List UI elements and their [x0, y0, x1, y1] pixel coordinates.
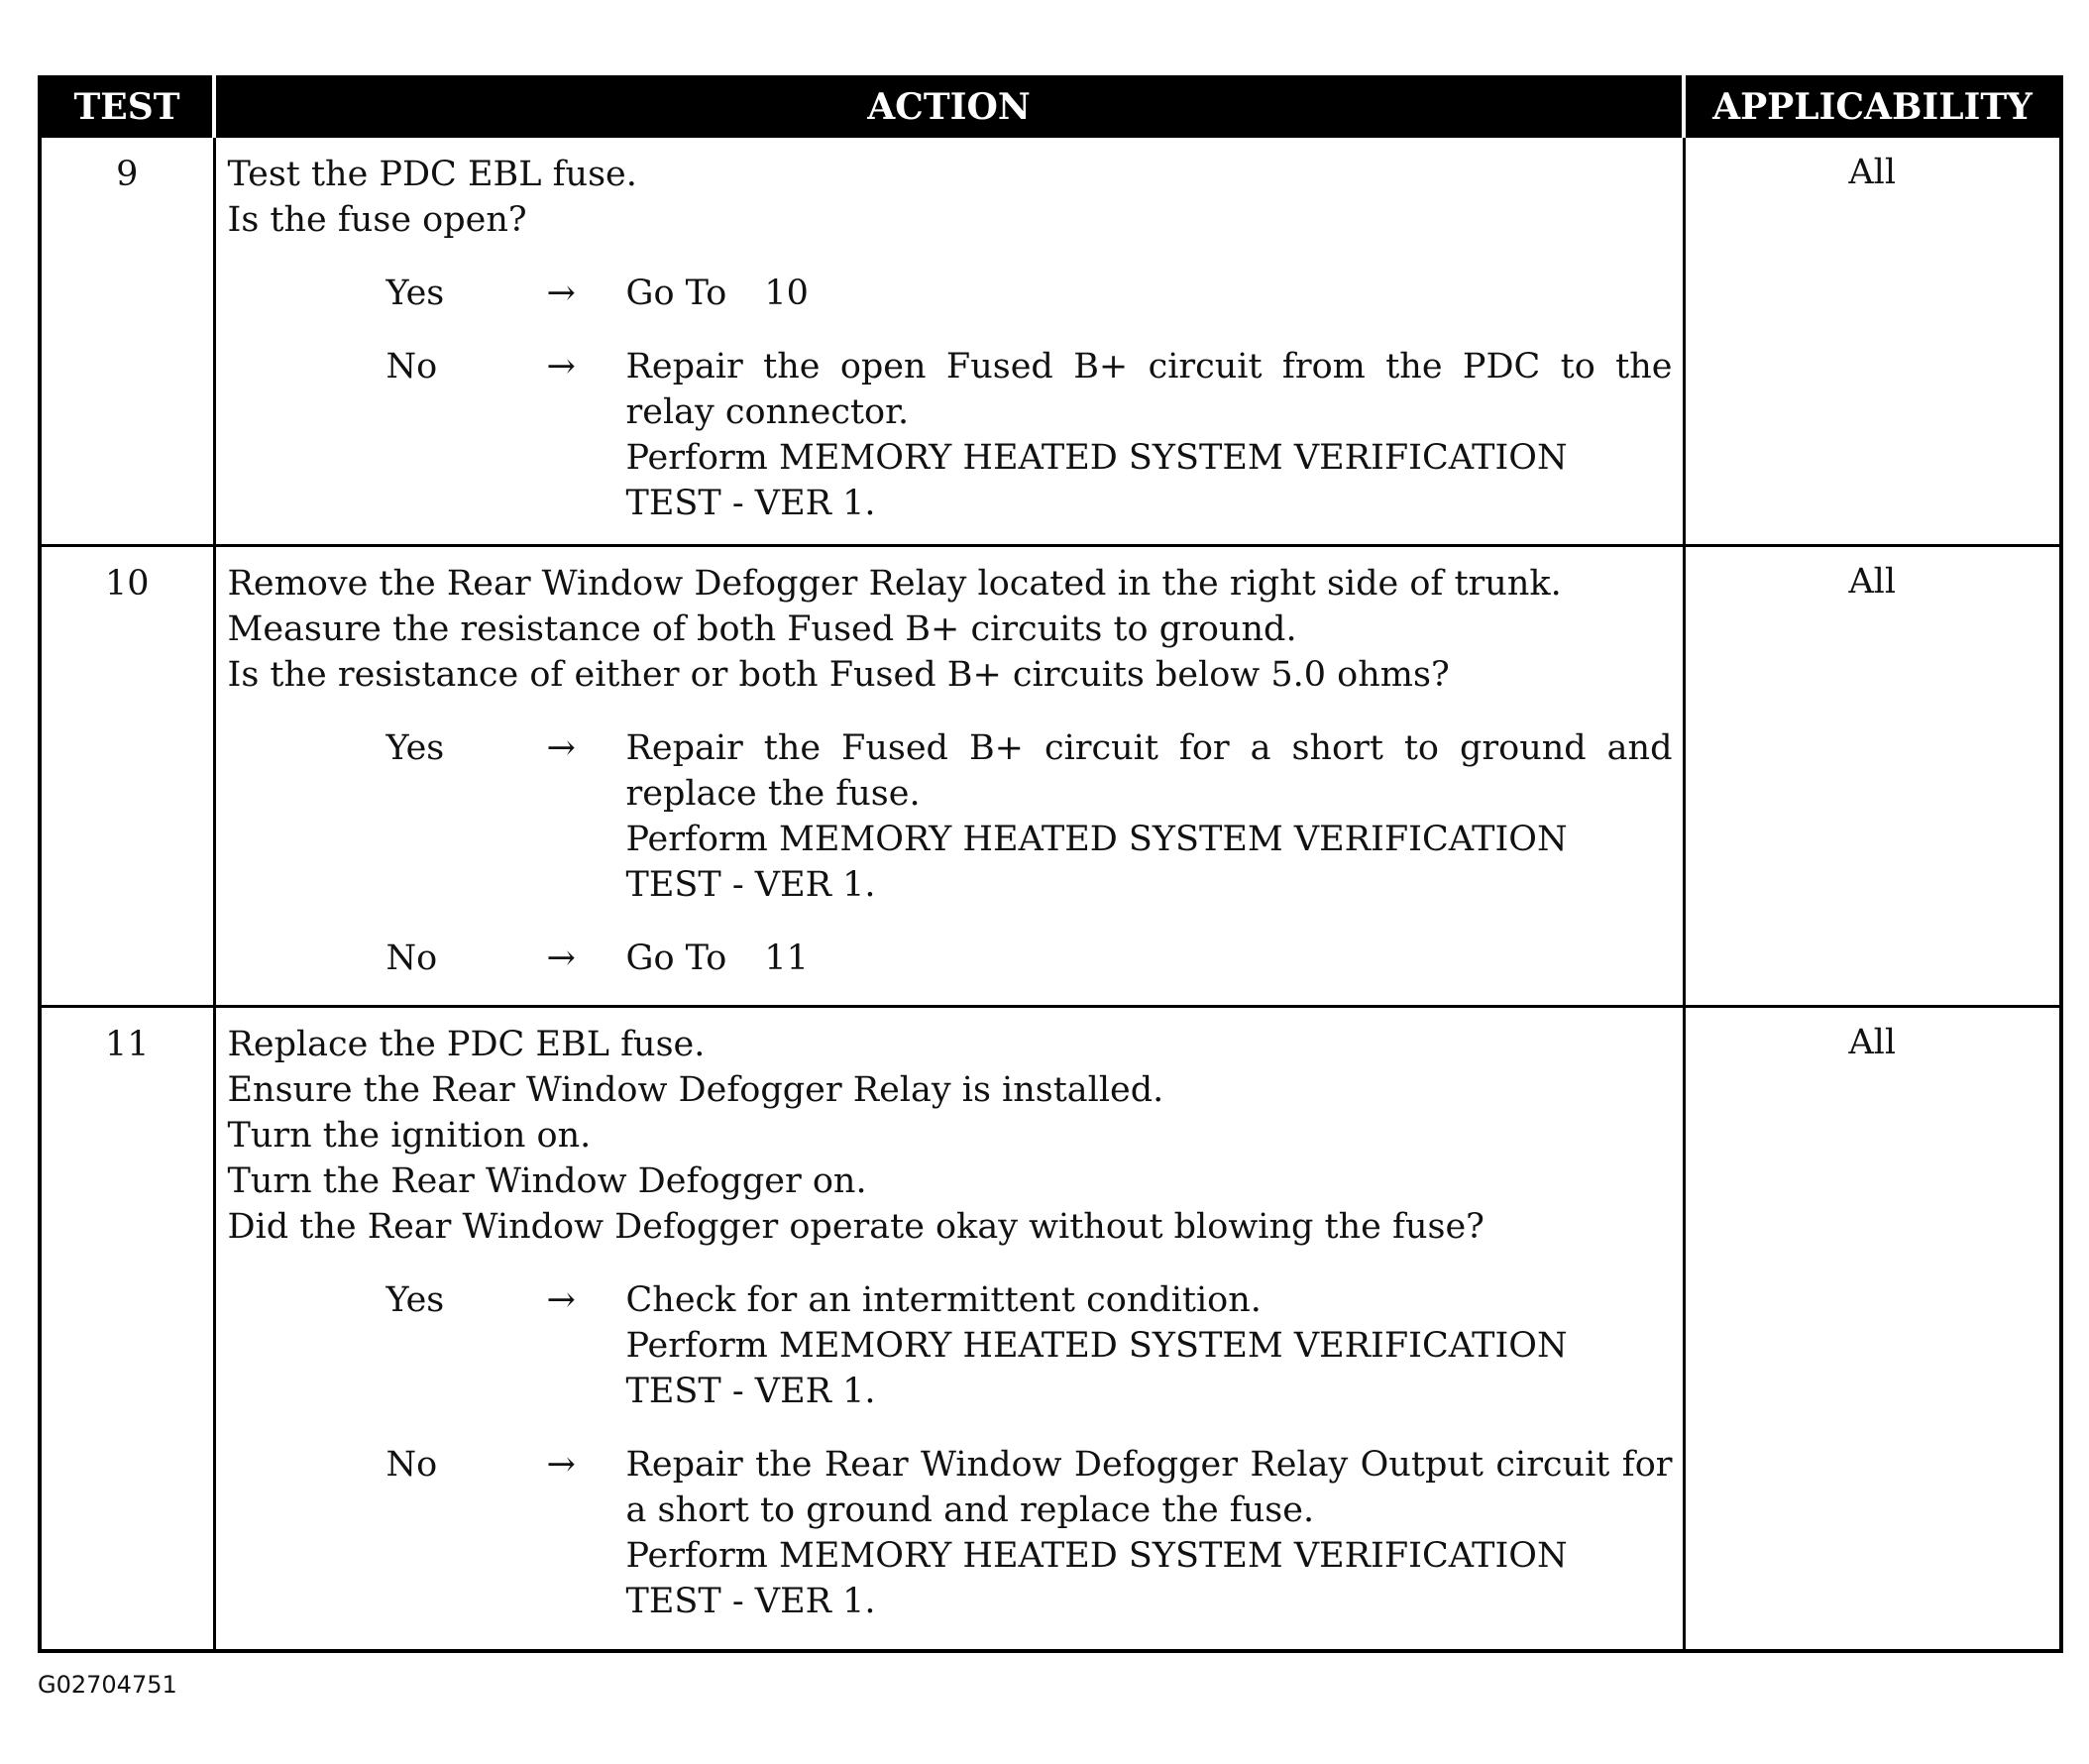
applicability-value: All — [1684, 1007, 2061, 1651]
goto-number: 10 — [764, 274, 809, 313]
yes-option — [228, 1277, 1673, 1414]
perform-instruction: Perform MEMORY HEATED SYSTEM VERIFICATION TEST - VER 1. — [625, 1326, 1568, 1411]
header-test: TEST — [40, 77, 214, 137]
test-number: 10 — [40, 546, 214, 1007]
perform-instruction: Perform MEMORY HEATED SYSTEM VERIFICATION TEST - VER 1. — [625, 1536, 1568, 1621]
no-result — [626, 936, 1673, 981]
repair-instruction: Repair the Rear Window Defogger Relay Output circuit for a short to ground and replace the fuse. — [625, 1445, 1673, 1530]
action-line: Replace the PDC EBL fuse. — [227, 1025, 706, 1064]
yes-result — [626, 725, 1673, 908]
goto-text: Go To — [625, 274, 727, 313]
applicability-value: All — [1684, 546, 2061, 1007]
arrow-icon: → — [546, 1280, 576, 1320]
action-line: Turn the ignition on. — [227, 1116, 592, 1156]
action-cell — [214, 1007, 1684, 1651]
no-option — [228, 936, 1673, 981]
perform-instruction: Perform MEMORY HEATED SYSTEM VERIFICATION TEST - VER 1. — [625, 438, 1568, 523]
action-line: Test the PDC EBL fuse. — [227, 155, 637, 194]
action-line: Ensure the Rear Window Defogger Relay is installed. — [227, 1070, 1164, 1110]
yes-label: Yes — [385, 274, 445, 313]
header-action: ACTION — [214, 77, 1684, 137]
yes-label: Yes — [385, 728, 445, 768]
applicability-value: All — [1684, 137, 2061, 546]
diagnostic-document — [38, 75, 2059, 1653]
no-label: No — [385, 347, 438, 386]
check-instruction: Check for an intermittent condition. — [625, 1280, 1262, 1320]
arrow-icon: → — [546, 274, 576, 313]
repair-instruction: Repair the Fused B+ circuit for a short to ground and replace the fuse. — [625, 728, 1673, 814]
action-cell — [214, 137, 1684, 546]
goto-number: 11 — [764, 938, 809, 978]
no-label: No — [385, 1445, 438, 1485]
diagnostic-test-table — [38, 75, 2063, 1653]
perform-instruction: Perform MEMORY HEATED SYSTEM VERIFICATION TEST - VER 1. — [625, 820, 1568, 905]
action-line: Did the Rear Window Defogger operate okay without blowing the fuse? — [227, 1207, 1484, 1247]
goto-text: Go To — [625, 938, 727, 978]
action-cell — [214, 546, 1684, 1007]
yes-label: Yes — [385, 1280, 445, 1320]
no-result — [626, 344, 1673, 526]
no-label: No — [385, 938, 438, 978]
header-applicability: APPLICABILITY — [1684, 77, 2061, 137]
action-line: Is the fuse open? — [227, 200, 527, 240]
table-row — [40, 546, 2061, 1007]
test-number: 9 — [40, 137, 214, 546]
arrow-icon: → — [546, 938, 576, 978]
yes-option — [228, 271, 1673, 316]
figure-id: G02704751 — [38, 1671, 177, 1699]
yes-result — [626, 1277, 1673, 1414]
action-line: Turn the Rear Window Defogger on. — [227, 1161, 867, 1201]
table-row — [40, 137, 2061, 546]
no-option — [228, 344, 1673, 526]
arrow-icon: → — [546, 728, 576, 768]
action-line: Measure the resistance of both Fused B+ circuits to ground. — [227, 609, 1297, 649]
no-result — [626, 1442, 1673, 1624]
arrow-icon: → — [546, 347, 576, 386]
no-option — [228, 1442, 1673, 1624]
yes-result — [626, 271, 1673, 316]
action-line: Remove the Rear Window Defogger Relay located in the right side of trunk. — [227, 564, 1562, 604]
yes-option — [228, 725, 1673, 908]
table-header-row — [40, 77, 2061, 137]
arrow-icon: → — [546, 1445, 576, 1485]
test-number: 11 — [40, 1007, 214, 1651]
action-line: Is the resistance of either or both Fused B+ circuits below 5.0 ohms? — [227, 655, 1450, 695]
table-row — [40, 1007, 2061, 1651]
repair-instruction: Repair the open Fused B+ circuit from the PDC to the relay connector. — [625, 347, 1673, 432]
